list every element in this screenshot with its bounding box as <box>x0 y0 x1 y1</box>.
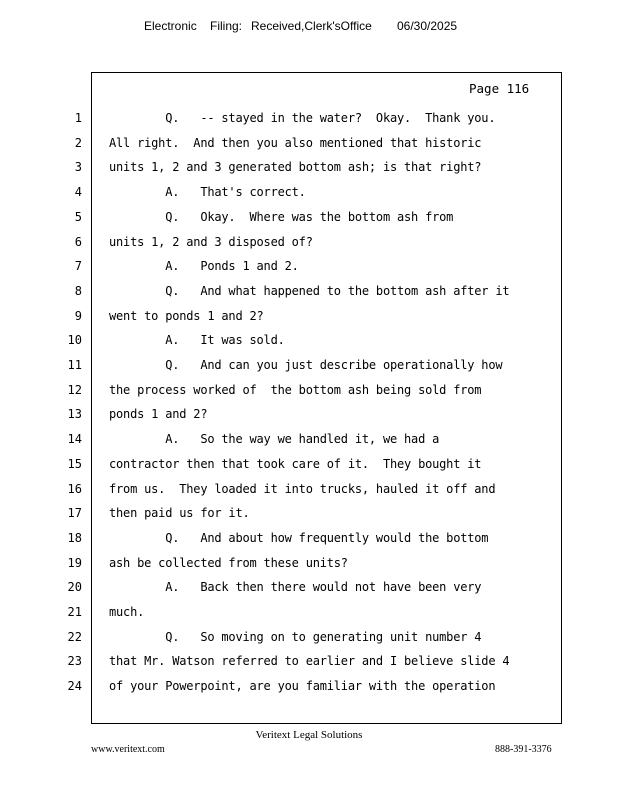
line-number: 13 <box>67 407 82 421</box>
page-number: Page 116 <box>469 81 530 96</box>
transcript-line-text: much. <box>109 605 145 619</box>
transcript-line-text: Q. And about how frequently would the bottom <box>109 531 489 545</box>
line-number: 3 <box>74 160 82 174</box>
line-number: 17 <box>67 506 82 520</box>
transcript-line-text: of your Powerpoint, are you familiar with the operation <box>109 679 496 693</box>
line-number: 21 <box>67 605 82 619</box>
transcript-line-text: A. Back then there would not have been very <box>109 580 482 594</box>
transcript-line-text: units 1, 2 and 3 generated bottom ash; is that right? <box>109 160 482 174</box>
line-number: 5 <box>74 210 82 224</box>
line-number: 9 <box>74 309 82 323</box>
transcript-line-text: Q. So moving on to generating unit number 4 <box>109 630 482 644</box>
line-number: 16 <box>67 482 82 496</box>
line-number: 15 <box>67 457 82 471</box>
line-number: 20 <box>67 580 82 594</box>
footer-phone: 888-391-3376 <box>495 744 552 755</box>
transcript-line-text: A. Ponds 1 and 2. <box>109 259 299 273</box>
line-number: 10 <box>67 333 82 347</box>
transcript-line-text: ponds 1 and 2? <box>109 407 208 421</box>
transcript-line-text: Q. -- stayed in the water? Okay. Thank you. <box>109 111 496 125</box>
line-number: 4 <box>74 185 82 199</box>
transcript-line-text: then paid us for it. <box>109 506 250 520</box>
transcript-line-text: Q. And what happened to the bottom ash after it <box>109 284 510 298</box>
stamp-filing: Filing: <box>210 19 243 33</box>
transcript-line-text: ash be collected from these units? <box>109 556 348 570</box>
transcript-line-text: Q. And can you just describe operationally how <box>109 358 503 372</box>
line-number: 14 <box>67 432 82 446</box>
footer-company: Veritext Legal Solutions <box>255 729 363 741</box>
transcript-line-text: that Mr. Watson referred to earlier and I believe slide 4 <box>109 654 510 668</box>
line-number: 11 <box>67 358 82 372</box>
transcript-line-text: went to ponds 1 and 2? <box>109 309 264 323</box>
transcript-line-text: A. So the way we handled it, we had a <box>109 432 440 446</box>
stamp-date: 06/30/2025 <box>397 19 458 33</box>
stamp-electronic: Electronic <box>144 19 197 33</box>
transcript-line-text: units 1, 2 and 3 disposed of? <box>109 235 313 249</box>
transcript-line-text: from us. They loaded it into trucks, hauled it off and <box>109 482 496 496</box>
line-number: 18 <box>67 531 82 545</box>
line-number: 22 <box>67 630 82 644</box>
line-number: 24 <box>67 679 82 693</box>
transcript-line-text: A. That's correct. <box>109 185 306 199</box>
footer-website: www.veritext.com <box>91 744 165 755</box>
line-number: 7 <box>74 259 82 273</box>
line-number: 1 <box>74 111 82 125</box>
line-number: 8 <box>74 284 82 298</box>
line-number: 6 <box>74 235 82 249</box>
stamp-received: Received,Clerk'sOffice <box>251 19 372 33</box>
line-number: 2 <box>74 136 82 150</box>
transcript-line-text: All right. And then you also mentioned that historic <box>109 136 482 150</box>
transcript-line-text: A. It was sold. <box>109 333 285 347</box>
transcript-line-text: the process worked of the bottom ash being sold from <box>109 383 482 397</box>
line-number: 19 <box>67 556 82 570</box>
line-number: 12 <box>67 383 82 397</box>
transcript-line-text: contractor then that took care of it. They bought it <box>109 457 482 471</box>
line-number: 23 <box>67 654 82 668</box>
transcript-line-text: Q. Okay. Where was the bottom ash from <box>109 210 454 224</box>
